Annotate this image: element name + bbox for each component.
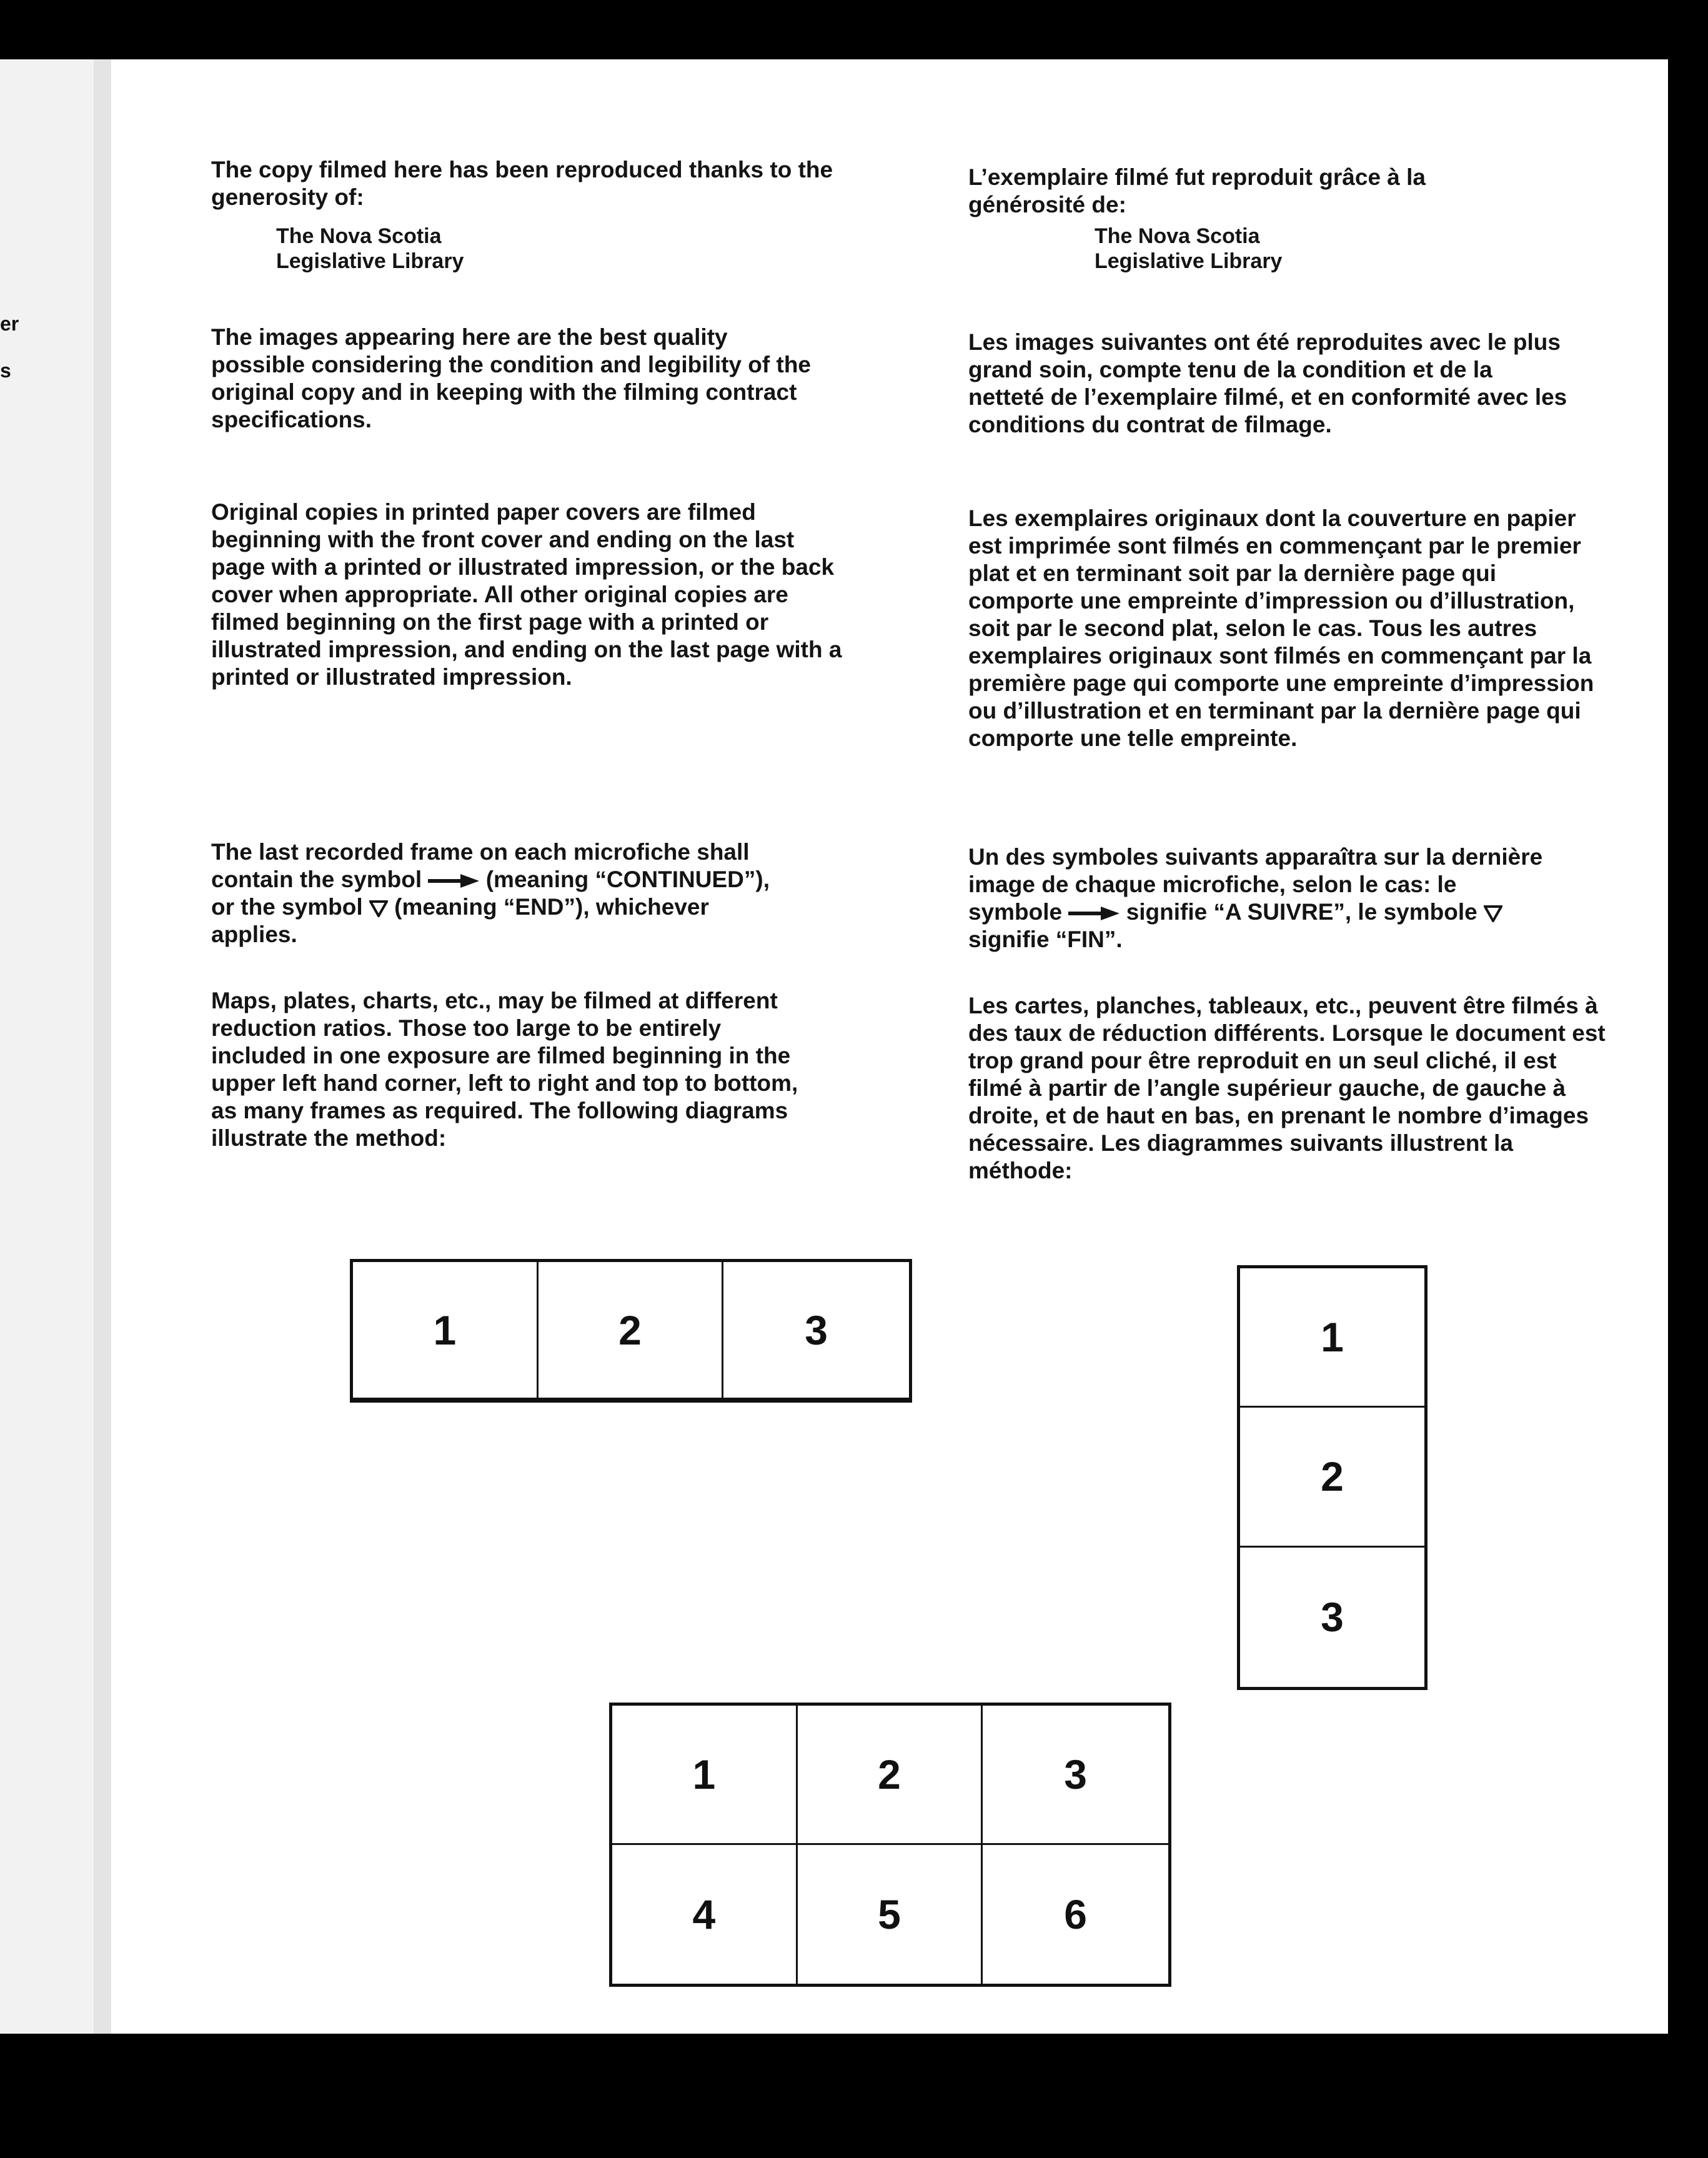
fr-library-name	[1095, 224, 1708, 274]
en-symbols-text-a: The last recorded frame on each microfiche shall contain the symbol	[211, 839, 750, 892]
frame-cell: 6	[1064, 1891, 1088, 1937]
frame-cell: 2	[1240, 1408, 1424, 1547]
en-quality-paragraph: The images appearing here are the best quality possible considering the condition and legibility of the original copy and in keeping with the filming contract specifications.	[211, 324, 811, 432]
horizontal-frame-diagram	[350, 1259, 912, 1403]
fr-symbols-paragraph	[968, 843, 1556, 953]
frame-cell: 1	[612, 1706, 798, 1845]
continued-arrow-icon	[428, 874, 479, 888]
fr-intro-paragraph: L’exemplaire filmé fut reproduit grâce à la générosité de:	[968, 164, 1426, 217]
previous-page-sliver	[0, 59, 94, 2034]
page-fold-edge	[94, 59, 111, 2034]
fr-maps-paragraph: Les cartes, planches, tableaux, etc., peuvent être filmés à des taux de réduction différents. Lorsque le document est trop grand pour être reproduit en un seul cliché, il est filmé à partir de l’angle supérieur gauche, de gauche à droite, et de haut en bas, en prenant le nombre d’images nécessaire. Les diagrammes suivants illustrent la méthode:	[968, 993, 1606, 1183]
en-symbols-text-b: (meaning “CONTINUED”), or the symbol	[211, 867, 770, 920]
en-symbols-paragraph	[211, 838, 792, 948]
frame-cell: 1	[1240, 1268, 1424, 1408]
frame-cell: 3	[983, 1706, 1168, 1845]
en-library-line: The Nova Scotia	[276, 224, 442, 248]
en-covers-paragraph: Original copies in printed paper covers are filmed beginning with the front cover and ending on the last page with a printed or illustrated impression, or the back cover when appropriate. All other original copies are filmed beginning on the first page with a printed or illustrated impression, and ending on the last page with a printed or illustrated impression.	[211, 499, 842, 690]
fr-symbols-text-c: signifie “FIN”.	[968, 927, 1123, 952]
frame-cell: 3	[1321, 1594, 1344, 1641]
en-library-name	[276, 224, 913, 274]
frame-cell: 2	[539, 1262, 724, 1400]
continued-arrow-icon	[1068, 907, 1120, 920]
en-maps-paragraph: Maps, plates, charts, etc., may be filmed at different reduction ratios. Those too large to be entirely included in one exposure are filmed beginning in the upper left hand corner, left to right and top to bottom, as many frames as required. The following diagrams illustrate the method:	[211, 988, 798, 1151]
fr-symbols-text-b: signifie “A SUIVRE”, le symbole	[1126, 899, 1477, 925]
fr-library-line: Legislative Library	[1095, 249, 1283, 273]
fr-quality-paragraph: Les images suivantes ont été reproduites avec le plus grand soin, compte tenu de la condition et de la netteté de l’exemplaire filmé, et en conformité avec les conditions du contrat de filmage.	[968, 329, 1567, 437]
previous-page-fragment: er	[0, 312, 19, 335]
fr-symbols-text-a: Un des symboles suivants apparaîtra sur la dernière image de chaque microfiche, selon le cas: le symbole	[968, 844, 1543, 925]
previous-page-fragment: s	[0, 359, 11, 382]
en-symbols-text-c: (meaning “END”), whichever applies.	[211, 894, 709, 947]
vertical-frame-diagram	[1237, 1265, 1427, 1690]
grid-frame-diagram	[609, 1703, 1171, 1987]
en-library-line: Legislative Library	[276, 249, 464, 273]
end-triangle-icon	[1484, 905, 1502, 922]
frame-cell: 1	[353, 1262, 539, 1400]
en-intro-paragraph: The copy filmed here has been reproduced thanks to the generosity of:	[211, 157, 833, 210]
frame-cell: 2	[798, 1706, 983, 1845]
frame-cell: 5	[798, 1845, 983, 1984]
frame-cell: 3	[723, 1262, 909, 1400]
end-triangle-icon	[369, 900, 388, 917]
fr-covers-paragraph: Les exemplaires originaux dont la couverture en papier est imprimée sont filmés en commençant par le premier plat et en terminant soit par la dernière page qui comporte une empreinte d’impression ou d’illustration, soit par le second plat, selon le cas. Tous les autres exemplaires originaux sont filmés en commençant par la première page qui comporte une empreinte d’impression ou d’illustration et en terminant par la dernière page qui comporte une telle empreinte.	[968, 505, 1594, 751]
frame-cell: 4	[612, 1845, 798, 1984]
fr-library-line: The Nova Scotia	[1095, 224, 1260, 248]
